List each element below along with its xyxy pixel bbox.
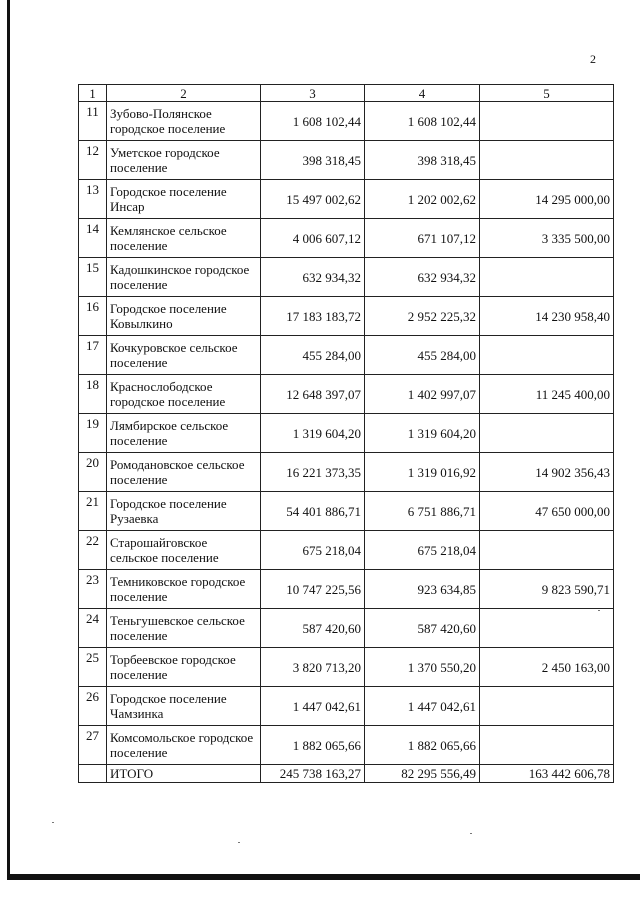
amount-column-4: 675 218,04	[365, 531, 480, 570]
table-row	[79, 336, 614, 375]
total-amount: 15 497 002,62	[261, 180, 365, 219]
row-number: 20	[79, 453, 107, 492]
row-number: 15	[79, 258, 107, 297]
page-number: 2	[590, 52, 596, 66]
total-amount: 675 218,04	[261, 531, 365, 570]
scan-speck	[598, 610, 600, 611]
table-row	[79, 219, 614, 258]
row-number: 19	[79, 414, 107, 453]
amount-column-5	[480, 531, 614, 570]
row-number: 27	[79, 726, 107, 765]
scan-border-bottom	[7, 874, 640, 880]
total-amount: 54 401 886,71	[261, 492, 365, 531]
column-header: 5	[480, 85, 614, 102]
amount-column-5: 3 335 500,00	[480, 219, 614, 258]
amount-column-5: 14 902 356,43	[480, 453, 614, 492]
amount-column-5	[480, 726, 614, 765]
scan-speck	[470, 833, 472, 834]
settlement-name: Старошайговское сельское поселение	[107, 531, 261, 570]
row-number: 25	[79, 648, 107, 687]
total-amount: 16 221 373,35	[261, 453, 365, 492]
settlement-name: Зубово-Полянское городское поселение	[107, 102, 261, 141]
amount-column-5	[480, 414, 614, 453]
settlement-name: Городское поселение Ковылкино	[107, 297, 261, 336]
row-number: 17	[79, 336, 107, 375]
amount-column-5	[480, 141, 614, 180]
table-row	[79, 687, 614, 726]
amount-column-5: 14 230 958,40	[480, 297, 614, 336]
column-header: 3	[261, 85, 365, 102]
total-amount: 4 006 607,12	[261, 219, 365, 258]
table-body	[79, 85, 614, 783]
amount-column-5: 11 245 400,00	[480, 375, 614, 414]
scan-border-left	[7, 0, 10, 877]
amount-column-4: 1 202 002,62	[365, 180, 480, 219]
amount-column-4: 82 295 556,49	[365, 765, 480, 783]
amount-column-4: 632 934,32	[365, 258, 480, 297]
column-header: 4	[365, 85, 480, 102]
table-row	[79, 531, 614, 570]
amount-column-4: 1 608 102,44	[365, 102, 480, 141]
row-number: 12	[79, 141, 107, 180]
row-number: 13	[79, 180, 107, 219]
table-row	[79, 258, 614, 297]
table-row	[79, 141, 614, 180]
row-number: 22	[79, 531, 107, 570]
row-number: 23	[79, 570, 107, 609]
total-amount: 1 447 042,61	[261, 687, 365, 726]
settlement-name: Кемлянское сельское поселение	[107, 219, 261, 258]
settlement-name: Лямбирское сельское поселение	[107, 414, 261, 453]
column-header: 1	[79, 85, 107, 102]
column-header: 2	[107, 85, 261, 102]
row-number: 24	[79, 609, 107, 648]
table-row	[79, 609, 614, 648]
amount-column-5: 47 650 000,00	[480, 492, 614, 531]
scan-speck	[52, 822, 54, 823]
amount-column-5: 14 295 000,00	[480, 180, 614, 219]
total-amount: 17 183 183,72	[261, 297, 365, 336]
settlement-name: Городское поселение Инсар	[107, 180, 261, 219]
table-row	[79, 726, 614, 765]
total-amount: 1 319 604,20	[261, 414, 365, 453]
settlement-name: Уметское городское поселение	[107, 141, 261, 180]
settlement-name: Городское поселение Рузаевка	[107, 492, 261, 531]
total-amount: 632 934,32	[261, 258, 365, 297]
settlement-name: Комсомольское городское поселение	[107, 726, 261, 765]
total-row	[79, 765, 614, 783]
scan-speck	[238, 842, 240, 843]
total-amount: 12 648 397,07	[261, 375, 365, 414]
amount-column-5: 9 823 590,71	[480, 570, 614, 609]
table-row	[79, 375, 614, 414]
row-number: 16	[79, 297, 107, 336]
amount-column-4: 1 319 604,20	[365, 414, 480, 453]
amount-column-4: 6 751 886,71	[365, 492, 480, 531]
total-amount: 1 608 102,44	[261, 102, 365, 141]
table-row	[79, 180, 614, 219]
total-amount: 10 747 225,56	[261, 570, 365, 609]
amount-column-4: 2 952 225,32	[365, 297, 480, 336]
amount-column-4: 587 420,60	[365, 609, 480, 648]
amount-column-5	[480, 102, 614, 141]
amount-column-4: 455 284,00	[365, 336, 480, 375]
settlement-name: ИТОГО	[107, 765, 261, 783]
table-row	[79, 453, 614, 492]
amount-column-5	[480, 687, 614, 726]
amount-column-4: 398 318,45	[365, 141, 480, 180]
row-number: 18	[79, 375, 107, 414]
total-amount: 245 738 163,27	[261, 765, 365, 783]
amount-column-5	[480, 258, 614, 297]
settlement-name: Кочкуровское сельское поселение	[107, 336, 261, 375]
amount-column-4: 671 107,12	[365, 219, 480, 258]
amount-column-4: 923 634,85	[365, 570, 480, 609]
amount-column-5: 163 442 606,78	[480, 765, 614, 783]
settlement-name: Темниковское городское поселение	[107, 570, 261, 609]
row-number: 11	[79, 102, 107, 141]
total-amount: 3 820 713,20	[261, 648, 365, 687]
table-row	[79, 570, 614, 609]
settlement-name: Ромодановское сельское поселение	[107, 453, 261, 492]
table-row	[79, 648, 614, 687]
amount-column-4: 1 882 065,66	[365, 726, 480, 765]
table-row	[79, 102, 614, 141]
amount-column-4: 1 319 016,92	[365, 453, 480, 492]
total-amount: 398 318,45	[261, 141, 365, 180]
row-number: 26	[79, 687, 107, 726]
total-amount: 1 882 065,66	[261, 726, 365, 765]
settlement-name: Краснослободское городское поселение	[107, 375, 261, 414]
settlement-name: Теньгушевское сельское поселение	[107, 609, 261, 648]
total-amount: 455 284,00	[261, 336, 365, 375]
row-number: 14	[79, 219, 107, 258]
amount-column-5	[480, 609, 614, 648]
table-row	[79, 414, 614, 453]
amount-column-4: 1 370 550,20	[365, 648, 480, 687]
amount-column-4: 1 447 042,61	[365, 687, 480, 726]
table-header-row	[79, 85, 614, 102]
table-row	[79, 492, 614, 531]
row-number	[79, 765, 107, 783]
amount-column-4: 1 402 997,07	[365, 375, 480, 414]
amount-column-5	[480, 336, 614, 375]
settlement-name: Кадошкинское городское поселение	[107, 258, 261, 297]
table-row	[79, 297, 614, 336]
row-number: 21	[79, 492, 107, 531]
settlement-name: Городское поселение Чамзинка	[107, 687, 261, 726]
settlement-name: Торбеевское городское поселение	[107, 648, 261, 687]
amount-column-5: 2 450 163,00	[480, 648, 614, 687]
total-amount: 587 420,60	[261, 609, 365, 648]
allocation-table	[78, 84, 614, 783]
